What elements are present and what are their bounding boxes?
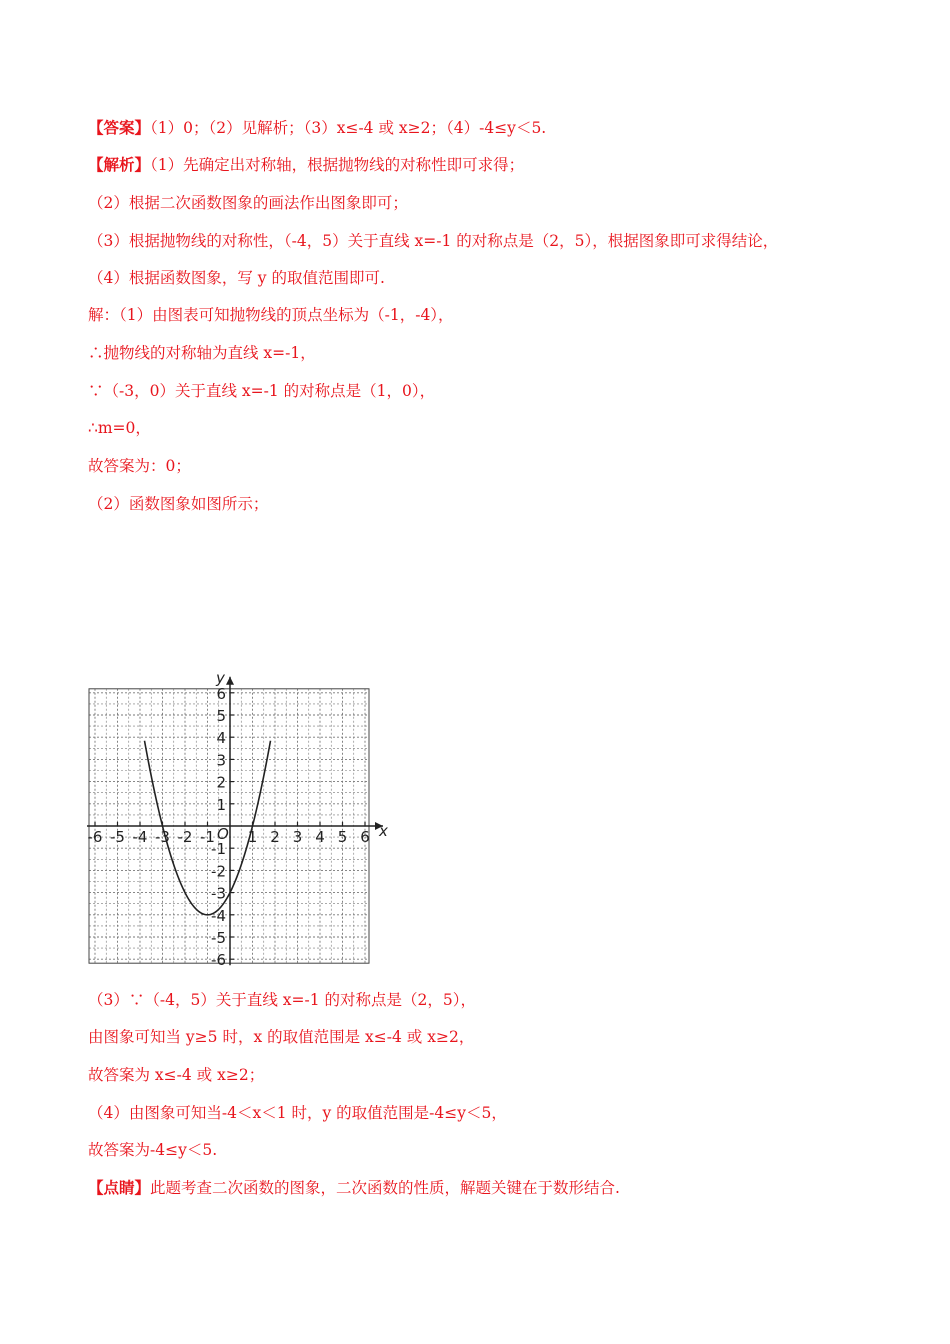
comment-line xyxy=(88,1178,620,1198)
solution-line-8: 由图象可知当 y≥5 时，x 的取值范围是 x≤-4 或 x≥2， xyxy=(88,1028,475,1046)
parabola-graph xyxy=(84,660,394,966)
comment-tag: 【点睛】 xyxy=(88,1178,151,1197)
solution-line-10: （4）由图象可知当-4＜x＜1 时，y 的取值范围是-4≤y＜5， xyxy=(88,1104,507,1122)
analysis-text: （1）先确定出对称轴，根据抛物线的对称性即可求得； xyxy=(150,156,525,174)
x-tick-label: 1 xyxy=(247,828,258,846)
y-tick-label: 3 xyxy=(216,751,226,770)
analysis-step-4: （4）根据函数图象，写 y 的取值范围即可. xyxy=(88,269,385,287)
solution-line-6: （2）函数图象如图所示； xyxy=(88,495,269,513)
y-tick-label: 6 xyxy=(216,684,226,703)
y-tick-label: -6 xyxy=(211,951,226,966)
x-tick-label: 5 xyxy=(337,828,348,846)
solution-line-3: ∵（-3，0）关于直线 x=-1 的对称点是（1，0）， xyxy=(88,382,436,400)
analysis-line xyxy=(88,155,524,175)
y-axis-label: y xyxy=(216,668,225,687)
x-tick-label: -4 xyxy=(132,828,148,846)
y-tick-label: 2 xyxy=(216,773,226,792)
solution-line-9: 故答案为 x≤-4 或 x≥2； xyxy=(88,1066,265,1084)
answer-tag: 【答案】 xyxy=(88,118,151,137)
y-tick-label: -3 xyxy=(211,884,226,903)
solution-line-2: ∴抛物线的对称轴为直线 x=-1， xyxy=(88,344,316,362)
x-tick-label: 3 xyxy=(292,828,303,846)
y-tick-label: -4 xyxy=(211,906,226,925)
answer-line xyxy=(88,118,546,138)
x-tick-label: -6 xyxy=(87,828,103,846)
y-tick-label: -5 xyxy=(211,929,226,947)
axes xyxy=(87,677,383,965)
comment-text: 此题考查二次函数的图象，二次函数的性质，解题关键在于数形结合. xyxy=(150,1179,620,1197)
solution-line-4: ∴m=0， xyxy=(88,419,151,437)
x-tick-label: -1 xyxy=(200,828,215,846)
x-tick-label: -3 xyxy=(155,828,170,846)
analysis-tag: 【解析】 xyxy=(88,155,151,174)
x-axis-label: x xyxy=(379,822,388,840)
y-tick-label: -2 xyxy=(211,862,226,881)
y-tick-label: 5 xyxy=(216,707,226,725)
y-axis-arrow xyxy=(226,677,234,685)
y-tick-label: -1 xyxy=(211,840,226,859)
x-tick-label: -5 xyxy=(110,828,125,846)
y-tick-label: 1 xyxy=(216,795,226,814)
solution-line-1: 解：（1）由图表可知抛物线的顶点坐标为（-1，-4）， xyxy=(88,306,454,324)
x-tick-label: 6 xyxy=(360,828,370,846)
analysis-step-3: （3）根据抛物线的对称性，（-4，5）关于直线 x=-1 的对称点是（2，5），根据图象即可求得结论， xyxy=(88,232,779,250)
answer-text: （1）0；（2）见解析；（3）x≤-4 或 x≥2；（4）-4≤y＜5. xyxy=(150,119,547,137)
y-tick-label: 4 xyxy=(216,729,226,748)
solution-line-11: 故答案为-4≤y＜5. xyxy=(88,1141,218,1159)
origin-label: O xyxy=(217,825,229,843)
solution-line-7: （3）∵（-4，5）关于直线 x=-1 的对称点是（2，5）， xyxy=(88,991,476,1009)
x-tick-label: -2 xyxy=(177,828,193,846)
solution-line-5: 故答案为：0； xyxy=(88,457,191,475)
analysis-step-2: （2）根据二次函数图象的画法作出图象即可； xyxy=(88,194,408,212)
x-tick-label: 4 xyxy=(315,828,325,846)
x-tick-label: 2 xyxy=(270,828,280,846)
